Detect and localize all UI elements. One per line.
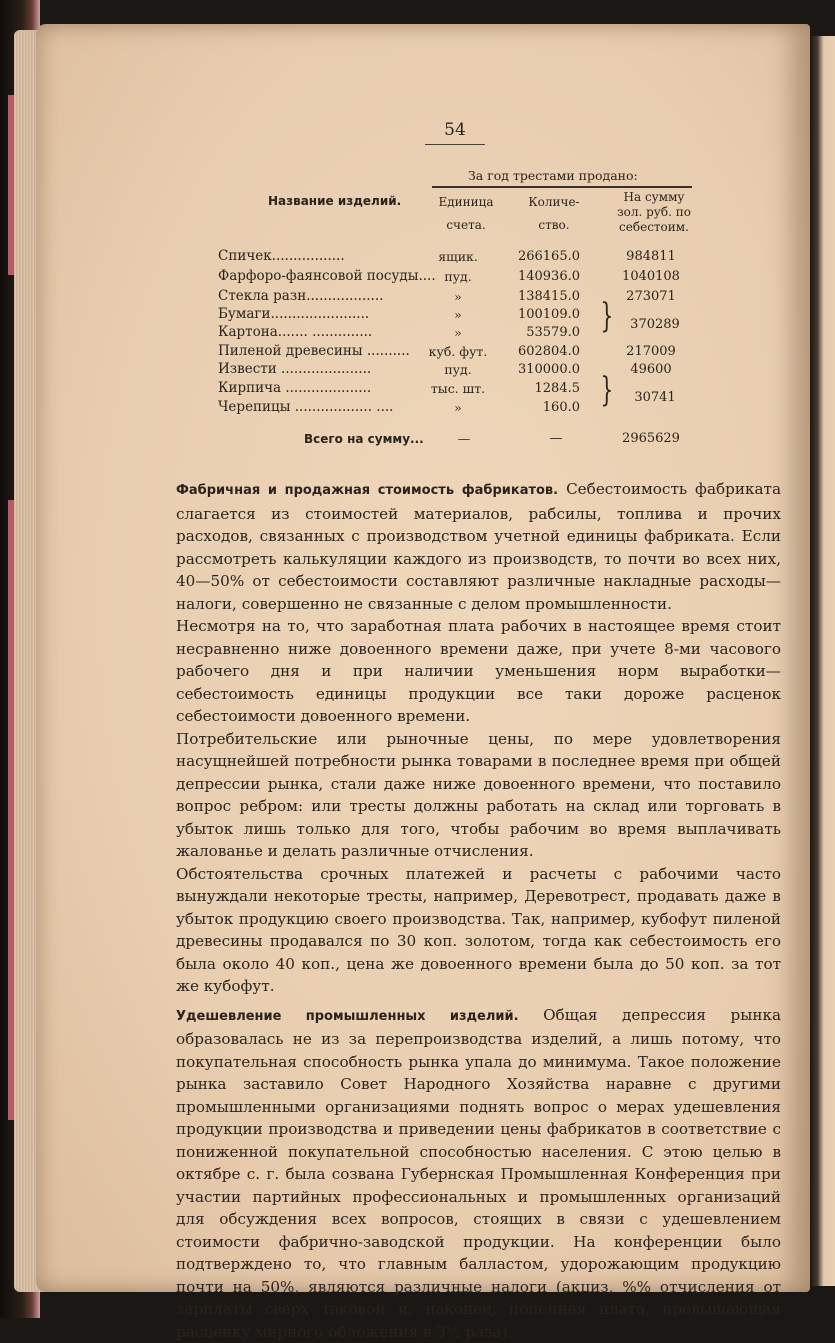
row-sum: 1040108 bbox=[606, 269, 696, 284]
body-text bbox=[176, 478, 781, 1343]
row-name: Стекла разн.................. bbox=[218, 288, 383, 304]
paragraph-3 bbox=[176, 728, 781, 863]
row-qty: 100109.0 bbox=[500, 307, 580, 322]
row-unit: » bbox=[418, 289, 498, 304]
row-unit: » bbox=[418, 400, 498, 415]
total-qty: — bbox=[516, 431, 596, 446]
group-brace: } bbox=[600, 296, 613, 336]
row-qty: 160.0 bbox=[500, 400, 580, 415]
section-heading: Фабричная и продажная стоимость фабрикатов. bbox=[176, 483, 558, 498]
grouped-sum: 30741 bbox=[610, 390, 700, 405]
group-brace: } bbox=[600, 370, 613, 410]
row-name: Кирпича .................... bbox=[218, 380, 371, 396]
paragraph-5 bbox=[176, 1004, 781, 1343]
facing-page-edge bbox=[810, 36, 835, 1286]
table-header-sum bbox=[606, 190, 702, 235]
paragraph-2 bbox=[176, 615, 781, 728]
table-header-sum-line: зол. руб. по bbox=[606, 205, 702, 220]
table-group-title: За год трестами продано: bbox=[468, 168, 638, 183]
row-qty: 1284.5 bbox=[500, 381, 580, 396]
section-heading: Удешевление промышленных изделий. bbox=[176, 1009, 519, 1024]
row-unit: пуд. bbox=[418, 269, 498, 284]
row-unit: куб. фут. bbox=[418, 344, 498, 359]
row-qty: 310000.0 bbox=[500, 362, 580, 377]
row-sum: 217009 bbox=[606, 344, 696, 359]
paragraph-1 bbox=[176, 478, 781, 615]
row-name: Пиленой древесины .......... bbox=[218, 343, 410, 359]
table-group-rule bbox=[432, 186, 692, 188]
page-number: 54 bbox=[425, 120, 485, 145]
row-qty: 140936.0 bbox=[500, 269, 580, 284]
paragraph-text: Себестоимость фабриката слагается из стоимостей материалов, рабсилы, топлива и прочих расходов, связанных с производством учетной единицы фабриката. Если рассмотреть калькуляции каждого из производств, то почти во всех них, 40—50% от себестоимости составляют различные накладные расходы—налоги, совершенно не связанные с делом промышленности. bbox=[176, 480, 781, 613]
table-header-sum-line: себестоим. bbox=[606, 220, 702, 235]
table-header-unit bbox=[426, 194, 506, 234]
table-header-qty-line: Количе- bbox=[514, 194, 594, 211]
grouped-sum: 370289 bbox=[610, 317, 700, 332]
row-unit: » bbox=[418, 307, 498, 322]
total-label: Всего на сумму... bbox=[304, 432, 424, 446]
table-header-unit-line: Единица bbox=[426, 194, 506, 211]
row-unit: пуд. bbox=[418, 362, 498, 377]
row-name: Извести ..................... bbox=[218, 361, 371, 377]
total-unit: — bbox=[424, 431, 504, 446]
row-unit: » bbox=[418, 325, 498, 340]
row-sum: 49600 bbox=[606, 362, 696, 377]
paragraph-text: Несмотря на то, что заработная плата рабочих в настоящее время стоит несравненно ниже довоенного времени даже, при учете 8-ми часового рабочего дня и при наличии уменьшения норм выработки—себестоимость единицы продукции все таки дороже расценок себестоимости довоенного времени. bbox=[176, 617, 781, 725]
row-qty: 53579.0 bbox=[500, 325, 580, 340]
paragraph-4 bbox=[176, 863, 781, 998]
row-sum: 273071 bbox=[606, 289, 696, 304]
table-header-sum-line: На сумму bbox=[606, 190, 702, 205]
row-unit: ящик. bbox=[418, 249, 498, 264]
total-sum: 2965629 bbox=[606, 431, 696, 446]
row-sum: 984811 bbox=[606, 249, 696, 264]
row-name: Картона....... .............. bbox=[218, 324, 372, 340]
row-qty: 138415.0 bbox=[500, 289, 580, 304]
table-header-name: Название изделий. bbox=[268, 194, 401, 208]
row-name: Спичек................. bbox=[218, 248, 345, 264]
row-name: Бумаги....................... bbox=[218, 306, 369, 322]
row-qty: 602804.0 bbox=[500, 344, 580, 359]
paragraph-text: Обстоятельства срочных платежей и расчеты с рабочими часто вынуждали некоторые тресты, например, Деревотрест, продавать даже в убыток продукцию своего производства. Так, например, кубофут пиленой древесины продавался по 30 коп. золотом, тогда как себестоимость его была около 40 коп., цена же довоенного времени была до 50 коп. за тот же кубофут. bbox=[176, 865, 781, 996]
table-header-unit-line: счета. bbox=[426, 217, 506, 234]
row-name: Фарфоро-фаянсовой посуды.... bbox=[218, 268, 436, 284]
table-header-qty bbox=[514, 194, 594, 234]
row-unit: тыс. шт. bbox=[418, 381, 498, 396]
paragraph-text: Общая депрессия рынка образовалась не из за перепроизводства изделий, а лишь потому, что покупательная способность рынка упала до минимума. Такое положение рынка заставило Совет Народного Хозяйства наравне с другими промышленными организациями поднять вопрос о мерах удешевления продукции производства и приведении цены фабрикатов в соответствие с пониженной покупательной способностью населения. С этою целью в октябре с. г. была созвана Губернская Промышленная Конференция при участии партийных профессиональных и промышленных организаций для обсуждения всех вопросов, стоящих в связи с удешевлением стоимости фабрично-заводской продукции. На конференции было подтверждено то, что главным балластом, удорожающим продукцию почти на 50%, являются различные налоги (акциз, %% отчисления от зарплаты сверх таковой и, наконец, попенная плата, превышающая расценку мирного обложения в 3½ раза). bbox=[176, 1006, 781, 1341]
row-qty: 266165.0 bbox=[500, 249, 580, 264]
row-name: Черепицы .................. .... bbox=[218, 399, 393, 415]
table-header-qty-line: ство. bbox=[514, 217, 594, 234]
paragraph-text: Потребительские или рыночные цены, по мере удовлетворения насущнейшей потребности рынка товарами в последнее время при общей депрессии рынка, стали даже ниже довоенного времени, что поставило вопрос ребром: или тресты должны работать на склад или торговать в убыток лишь только для того, чтобы рабочим во время выплачивать жалованье и делать различные отчисления. bbox=[176, 730, 781, 861]
